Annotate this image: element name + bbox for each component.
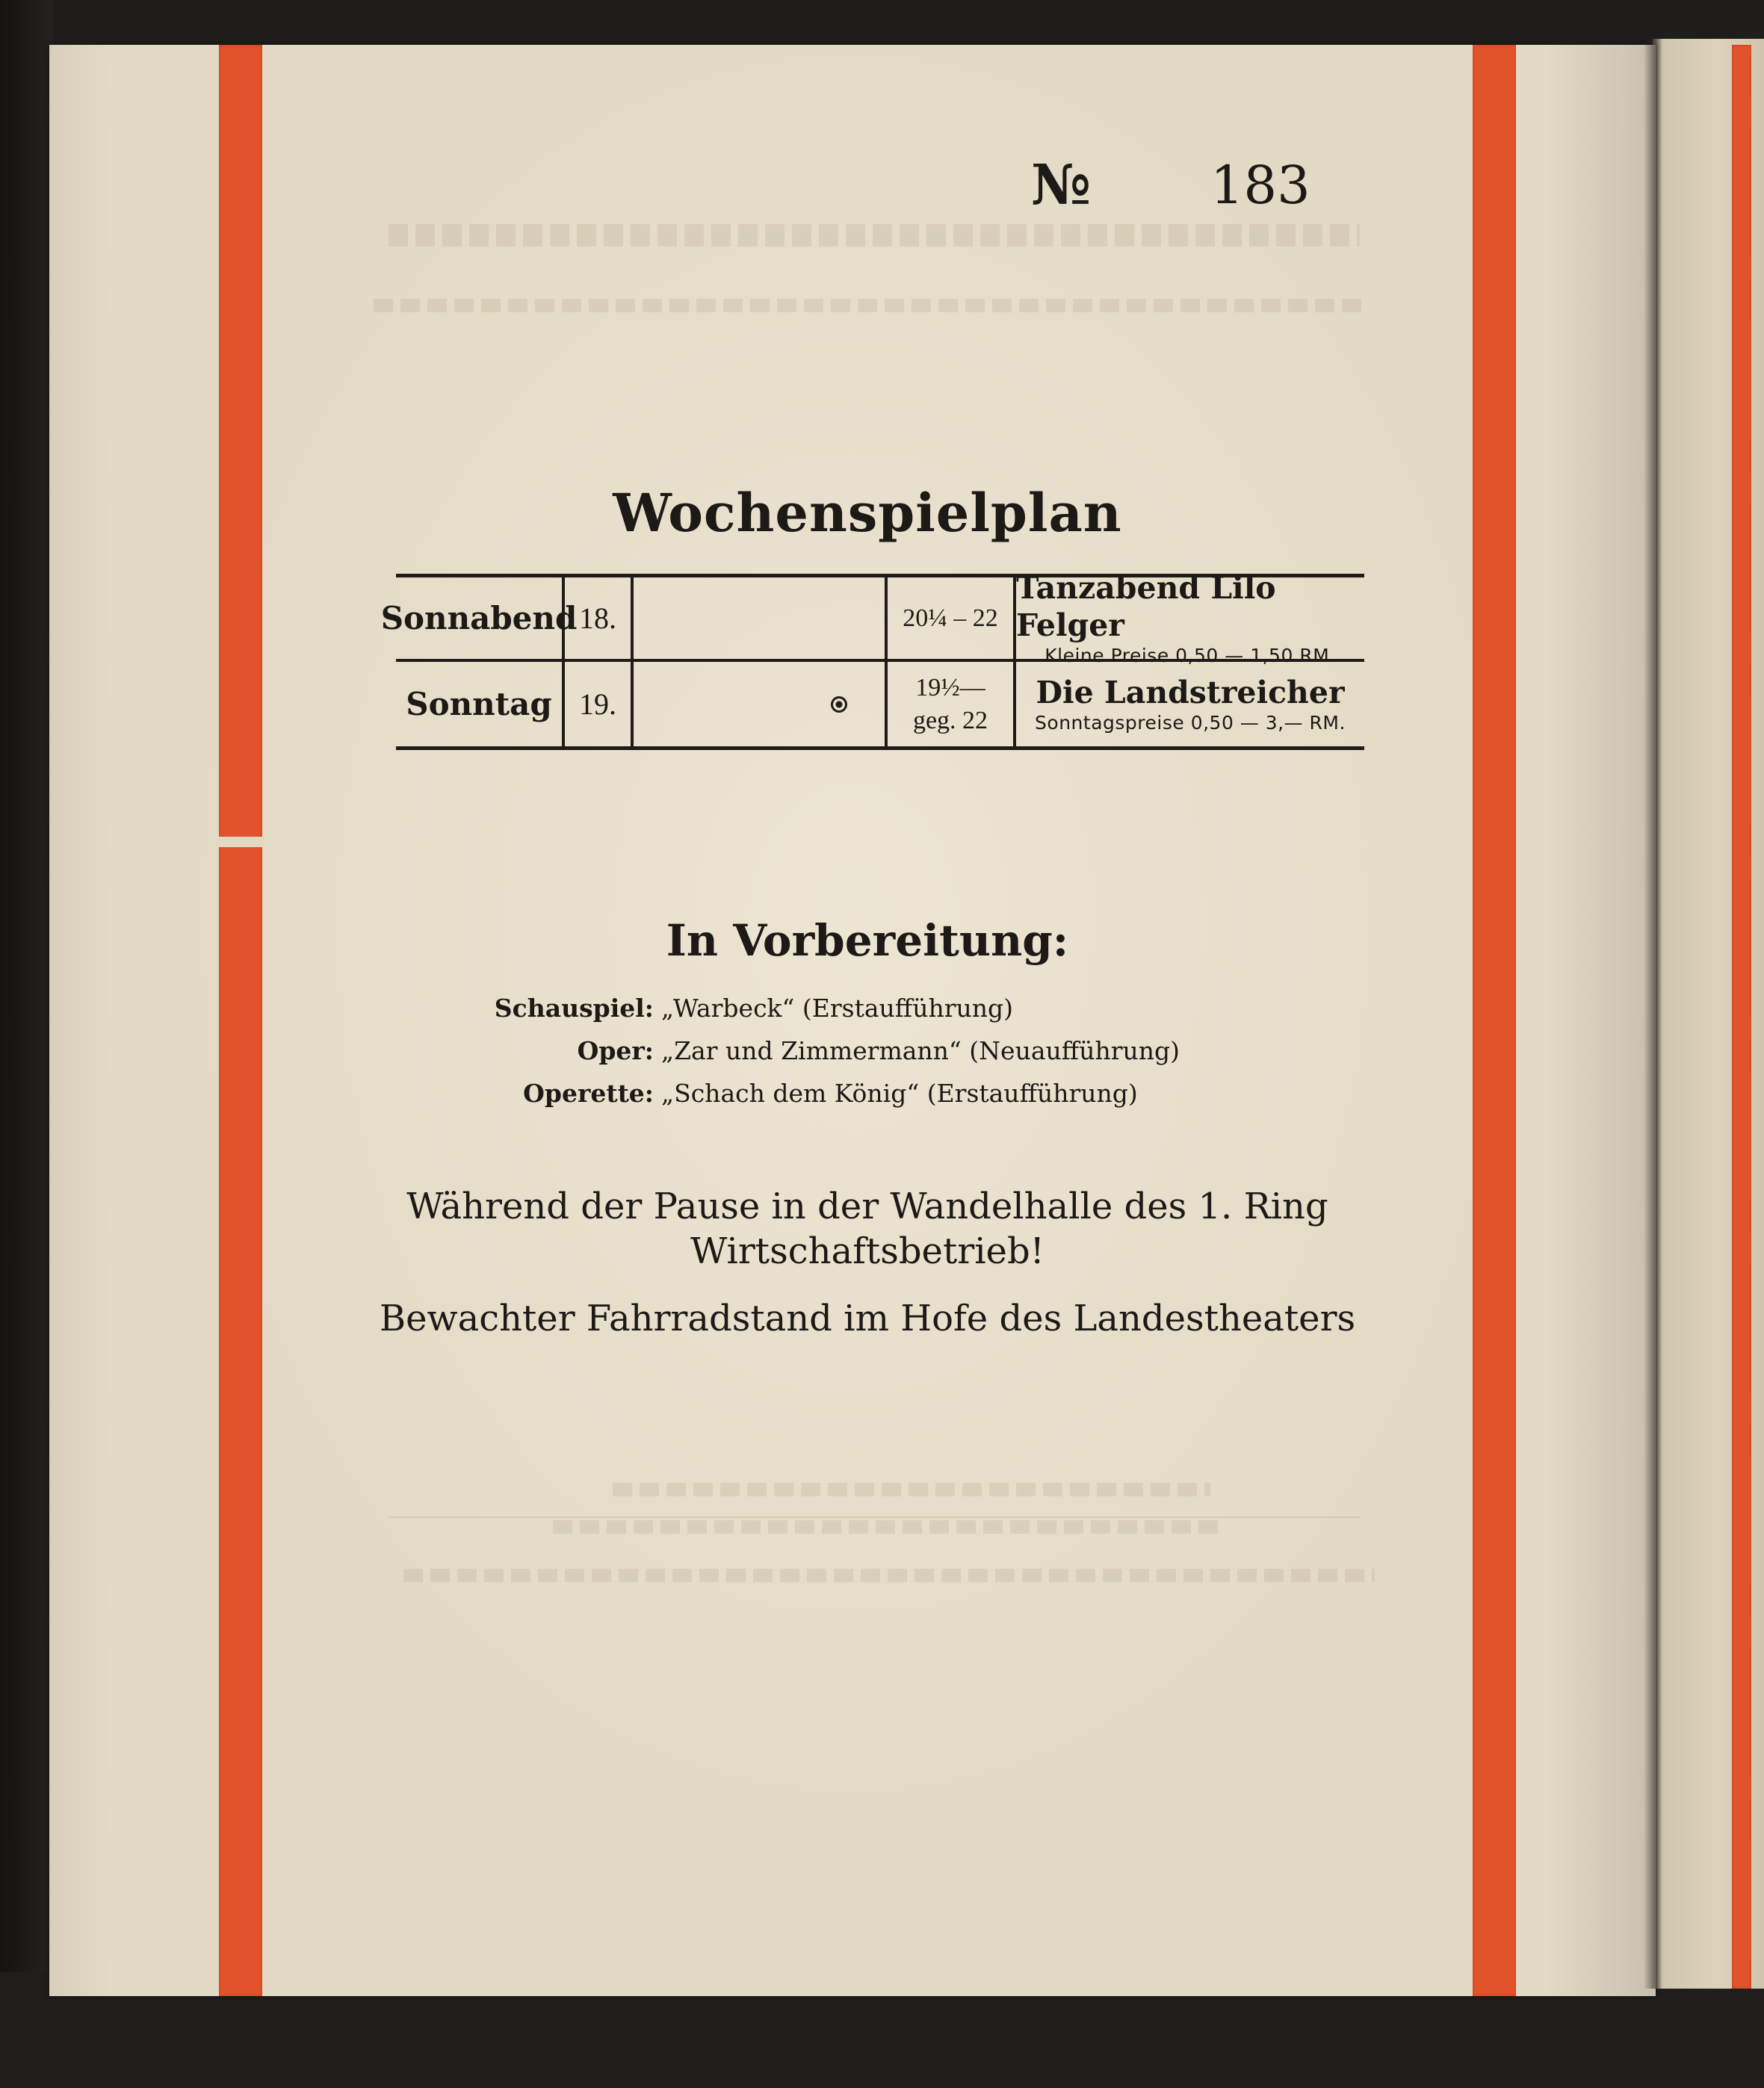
work-title: „Zar und Zimmermann“ (Neuaufführung) bbox=[661, 1036, 1180, 1065]
page-gutter-shadow bbox=[1644, 39, 1663, 1989]
time-line-1: 19½— bbox=[915, 673, 985, 701]
list-item bbox=[448, 994, 1345, 1036]
show-through-text bbox=[374, 299, 1367, 312]
scan-background-left bbox=[0, 0, 52, 2088]
table-row bbox=[396, 662, 1364, 746]
in-preparation-heading: In Vorbereitung: bbox=[666, 915, 1069, 966]
performance-title: Die Landstreicher bbox=[1036, 674, 1345, 710]
genre-label: Schauspiel: bbox=[494, 994, 654, 1023]
catering-notice-line-1: Während der Pause in der Wandelhalle des 1. Ring bbox=[406, 1186, 1328, 1227]
date-cell: 19. bbox=[579, 687, 616, 721]
time-cell bbox=[888, 577, 1013, 659]
right-red-stripe bbox=[1473, 45, 1516, 1996]
show-through-text bbox=[389, 224, 1360, 247]
adjacent-page-red-stripe bbox=[1732, 45, 1751, 1989]
list-item bbox=[448, 1036, 1345, 1079]
in-preparation-list bbox=[448, 994, 1345, 1121]
stripe-fold bbox=[217, 837, 264, 847]
marker-cell bbox=[634, 662, 885, 746]
page-number bbox=[1031, 153, 1310, 220]
work-title: „Warbeck“ (Erstaufführung) bbox=[661, 994, 1014, 1023]
genre-label: Operette: bbox=[523, 1079, 654, 1108]
show-through-rule bbox=[389, 1517, 1360, 1518]
marker-cell bbox=[634, 577, 885, 659]
catering-notice bbox=[262, 1184, 1473, 1274]
performance-title: Tanzabend Lilo Felger bbox=[1016, 569, 1276, 643]
number-value: 183 bbox=[1210, 155, 1310, 216]
day-cell: Sonntag bbox=[406, 686, 552, 722]
time-cell bbox=[888, 662, 1013, 746]
show-through-text bbox=[403, 1569, 1375, 1582]
performance-cell bbox=[1016, 569, 1364, 666]
left-red-stripe bbox=[219, 45, 262, 1996]
time-line-1: 20¼ – 22 bbox=[903, 604, 998, 632]
page-title: Wochenspielplan bbox=[613, 482, 1122, 544]
day-cell: Sonnabend bbox=[380, 600, 578, 636]
time-line-2: geg. 22 bbox=[912, 706, 988, 734]
catering-notice-line-2: Wirtschaftsbetrieb! bbox=[690, 1230, 1045, 1272]
bicycle-notice: Bewachter Fahrradstand im Hofe des Landestheaters bbox=[379, 1298, 1356, 1339]
work-title: „Schach dem König“ (Erstaufführung) bbox=[661, 1079, 1138, 1108]
show-through-text bbox=[613, 1483, 1210, 1496]
schedule-table bbox=[380, 569, 1364, 750]
table-row bbox=[380, 569, 1364, 666]
bullseye-icon bbox=[831, 696, 847, 713]
price-info: Sonntagspreise 0,50 — 3,— RM. bbox=[1035, 711, 1346, 734]
genre-label: Oper: bbox=[577, 1036, 654, 1065]
price-info: Kleine Preise 0,50 — 1,50 RM. bbox=[1045, 644, 1336, 666]
show-through-text bbox=[553, 1520, 1225, 1534]
number-sign: № bbox=[1031, 153, 1090, 217]
performance-cell bbox=[1016, 662, 1364, 746]
list-item bbox=[448, 1079, 1345, 1121]
date-cell: 18. bbox=[579, 601, 616, 635]
